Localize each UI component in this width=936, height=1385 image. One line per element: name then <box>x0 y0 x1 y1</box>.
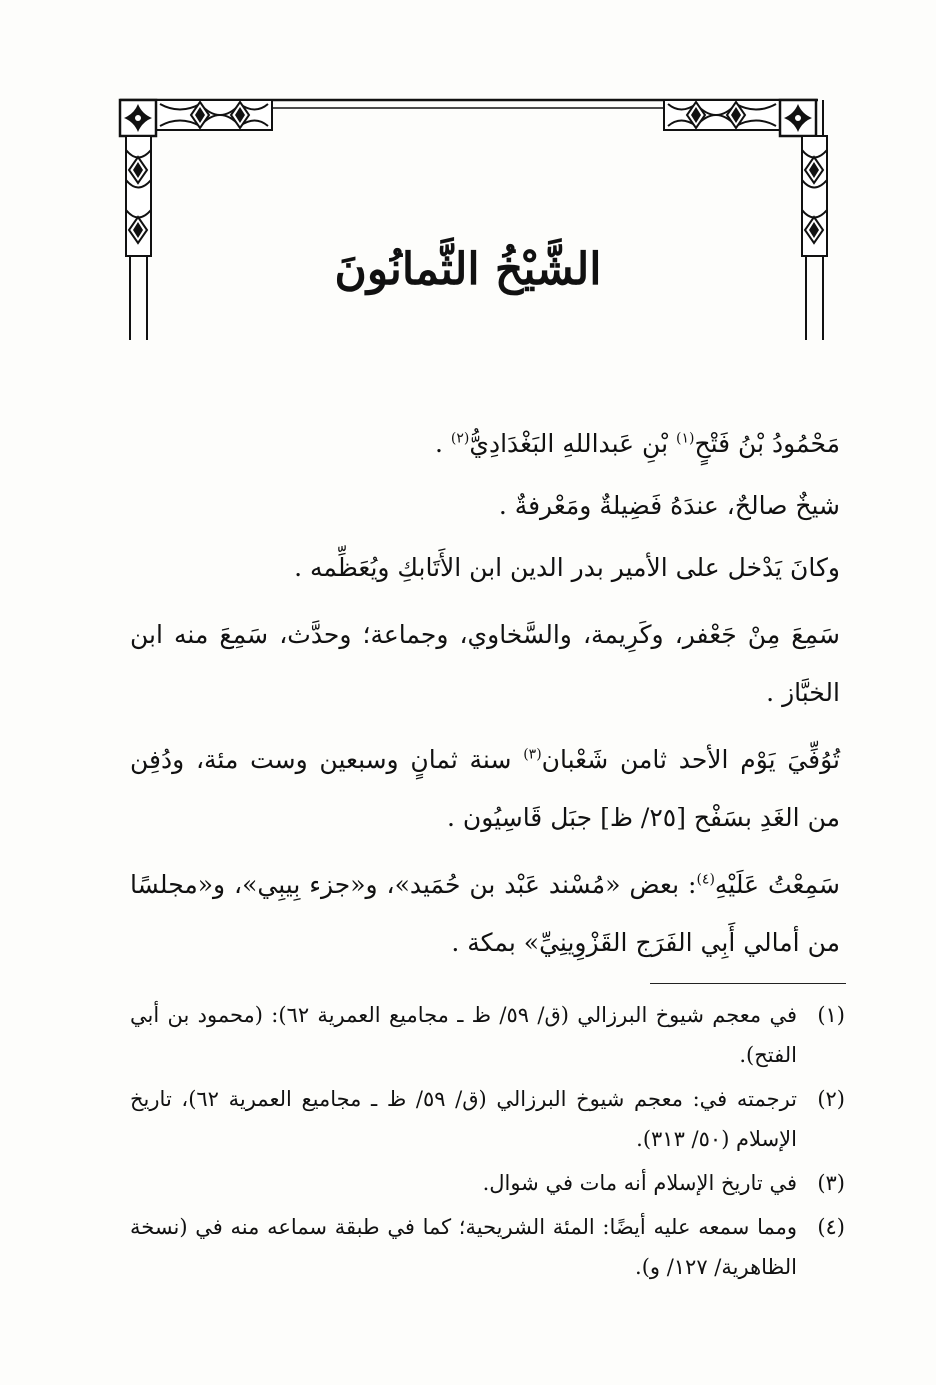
paragraph-5-end: سنة ثمانٍ وسبعين وست مئة، ودُفِن من الغَدِ بسَفْح [٢٥/ ظ] جبَل قَاسِيُون . <box>130 745 840 832</box>
footnote-text: في معجم شيوخ البرزالي (ق/ ٥٩/ ظ ـ مجاميع العمرية ٦٢): (محمود بن أبي الفتح). <box>130 1003 798 1067</box>
footnote-ref-2[interactable]: (٢) <box>450 430 470 447</box>
paragraph-1 <box>130 415 840 473</box>
paragraph-5 <box>130 731 840 847</box>
page-title: الشَّيْخُ الثَّمانُونَ <box>334 244 602 295</box>
paragraph-2: شيخٌ صالحٌ، عندَهُ فَضِيلةٌ ومَعْرفةٌ . <box>498 491 840 520</box>
footnote-text: في تاريخ الإسلام أنه مات في شوال. <box>482 1171 797 1195</box>
paragraph-1-start: مَحْمُودُ بْنُ فَتْحٍ <box>694 429 840 458</box>
paragraph-1-middle: بْنِ عَبداللهِ البَغْدَادِيُّ <box>469 429 676 458</box>
footnote-text: ترجمته في: معجم شيوخ البرزالي (ق/ ٥٩/ ظ ـ مجاميع العمرية ٦٢)، تاريخ الإسلام (٥٠/ ٣١٣). <box>130 1087 797 1151</box>
paragraph-4: سَمِعَ مِنْ جَعْفر، وكَرِيمة، والسَّخاوي، وجماعة؛ وحدَّث، سَمِعَ منه ابن الخبَّاز . <box>130 620 840 707</box>
footnote-separator <box>650 983 846 984</box>
footnote-ref-4[interactable]: (٤) <box>696 871 715 888</box>
paragraph-6-start: سَمِعْتُ عَلَيْهِ <box>714 870 840 899</box>
ornamental-header-frame <box>0 0 936 380</box>
footnote-number: (١) <box>817 1003 845 1027</box>
footnote-ref-1[interactable]: (١) <box>675 430 695 447</box>
footnote-1 <box>130 995 845 1075</box>
footnotes <box>130 995 845 1291</box>
footnote-4 <box>130 1207 845 1287</box>
footnote-text: ومما سمعه عليه أيضًا: المئة الشريحية؛ كما في طبقة سماعه منه في (نسخة الظاهرية/ ١٢٧/ و). <box>130 1215 797 1279</box>
footnote-3 <box>130 1163 845 1203</box>
paragraph-3: وكانَ يَدْخل على الأمير بدر الدين ابن الأَتَابكِ ويُعَظِّمه . <box>294 553 840 582</box>
footnote-ref-3[interactable]: (٣) <box>523 746 542 763</box>
footnote-number: (٣) <box>817 1171 845 1195</box>
paragraph-6-end: : بعض «مُسْند عَبْد بن حُمَيد»، و«جزء بِيبِي»، و«مجلسًا من أمالي أَبِي الفَرَج القَزْوِينِيِّ» بمكة . <box>130 870 840 957</box>
footnote-number: (٤) <box>817 1215 845 1239</box>
paragraph-5-start: تُوُفِّيَ يَوْم الأحد ثامن شَعْبان <box>541 745 840 774</box>
paragraph-1-end: . <box>435 429 451 458</box>
main-text <box>130 415 840 981</box>
footnote-number: (٢) <box>817 1087 845 1111</box>
footnote-2 <box>130 1079 845 1159</box>
paragraph-6 <box>130 856 840 972</box>
